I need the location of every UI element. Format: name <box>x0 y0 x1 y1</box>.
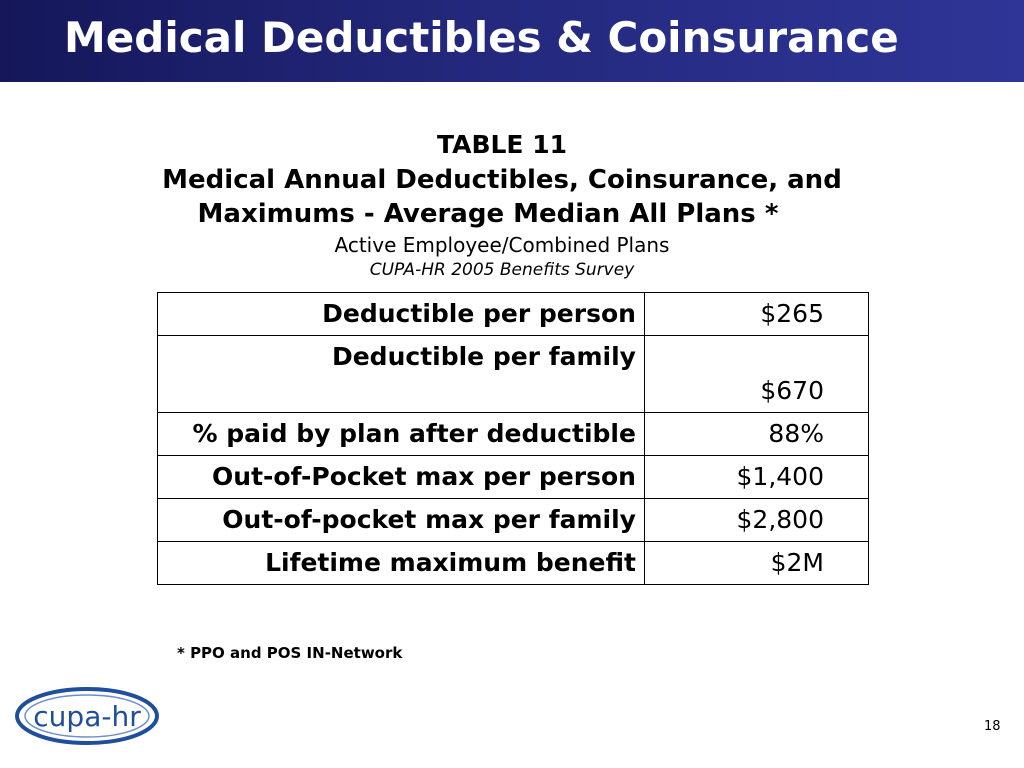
table-row <box>158 293 869 336</box>
page-number: 18 <box>984 719 1001 734</box>
title-bar <box>0 0 1024 82</box>
svg-text:cupa-hr: cupa-hr <box>33 700 141 733</box>
table-source: CUPA-HR 2005 Benefits Survey <box>369 260 635 280</box>
row-value: $1,400 <box>644 456 868 499</box>
table-row <box>158 413 869 456</box>
row-value: 88% <box>644 413 868 456</box>
footnote: * PPO and POS IN-Network <box>177 644 403 662</box>
row-label: Deductible per family <box>158 336 645 413</box>
row-value: $670 <box>644 336 868 413</box>
table-row <box>158 542 869 585</box>
row-value: $2M <box>644 542 868 585</box>
row-label: % paid by plan after deductible <box>158 413 645 456</box>
row-label: Out-of-Pocket max per person <box>158 456 645 499</box>
table-title-line2: Maximums - Average Median All Plans * <box>197 199 779 229</box>
row-label: Deductible per person <box>158 293 645 336</box>
table-row <box>158 336 869 413</box>
table-number: TABLE 11 <box>436 130 568 159</box>
cupa-hr-logo <box>14 685 160 747</box>
table-row <box>158 499 869 542</box>
row-label: Out-of-pocket max per family <box>158 499 645 542</box>
row-value: $2,800 <box>644 499 868 542</box>
row-label: Lifetime maximum benefit <box>158 542 645 585</box>
table-row <box>158 456 869 499</box>
table-title-line1: Medical Annual Deductibles, Coinsurance, and <box>162 165 842 195</box>
slide-title: Medical Deductibles & Coinsurance <box>64 13 899 62</box>
row-value: $265 <box>644 293 868 336</box>
benefits-table <box>157 292 869 585</box>
table-subtitle: Active Employee/Combined Plans <box>334 233 670 257</box>
